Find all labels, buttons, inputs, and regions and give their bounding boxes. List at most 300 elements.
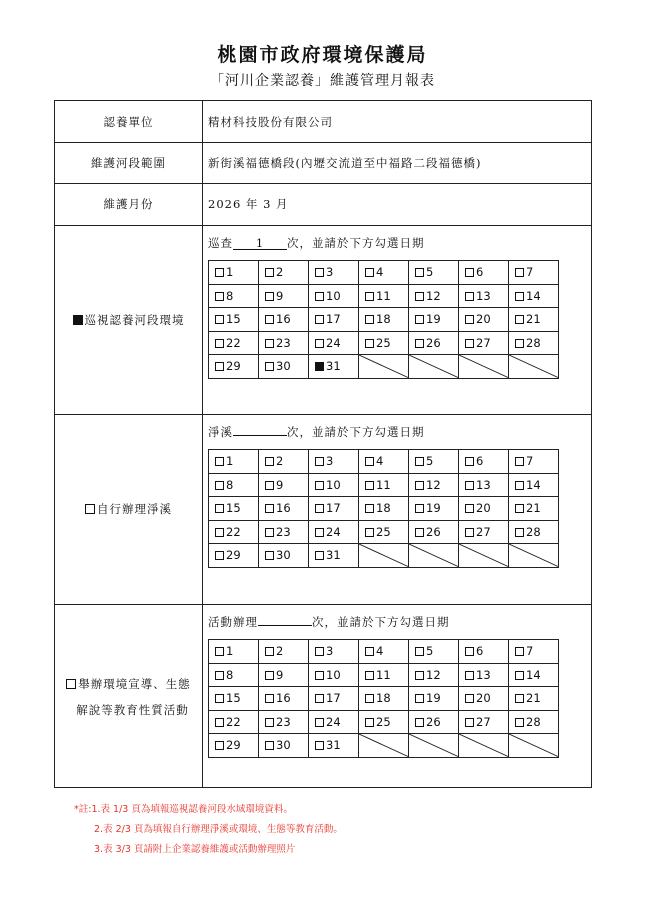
day-cell[interactable] [459, 308, 509, 332]
calendar-row [209, 308, 559, 332]
day-checkbox[interactable] [265, 481, 274, 490]
day-number: 7 [526, 644, 534, 659]
month-value: 2026 年 3 月 [208, 197, 289, 211]
day-checkbox[interactable] [415, 457, 424, 466]
day-checkbox[interactable] [415, 671, 424, 680]
day-cell[interactable] [359, 710, 409, 734]
day-number: 20 [476, 691, 491, 706]
day-checkbox[interactable] [515, 481, 524, 490]
section-instruction [208, 424, 425, 440]
day-cell[interactable] [309, 687, 359, 711]
day-checkbox[interactable] [465, 268, 474, 277]
day-cell[interactable] [359, 450, 409, 474]
day-checkbox[interactable] [365, 504, 374, 513]
day-cell[interactable] [459, 497, 509, 521]
day-number: 16 [276, 501, 291, 516]
day-number: 31 [326, 738, 341, 753]
day-checkbox[interactable] [465, 292, 474, 301]
day-checkbox[interactable] [415, 718, 424, 727]
empty-cell [409, 355, 459, 379]
empty-cell [459, 544, 509, 568]
day-number: 14 [526, 477, 541, 492]
day-cell[interactable] [409, 497, 459, 521]
day-checkbox[interactable] [465, 339, 474, 348]
calendar-row [209, 734, 559, 758]
day-checkbox[interactable] [315, 457, 324, 466]
diagonal-slash [459, 544, 508, 567]
day-cell[interactable] [309, 355, 359, 379]
day-checkbox[interactable] [315, 671, 324, 680]
day-checkbox[interactable] [515, 339, 524, 348]
day-cell[interactable] [309, 473, 359, 497]
day-cell[interactable] [359, 261, 409, 285]
day-checkbox[interactable] [265, 741, 274, 750]
day-calendar [208, 449, 559, 568]
day-number: 26 [426, 714, 441, 729]
empty-cell [509, 734, 559, 758]
diagonal-slash [459, 355, 508, 378]
day-number: 10 [326, 667, 341, 682]
day-checkbox[interactable] [515, 694, 524, 703]
day-number: 8 [226, 288, 234, 303]
day-cell[interactable] [409, 520, 459, 544]
day-checkbox[interactable] [515, 504, 524, 513]
day-checkbox[interactable] [215, 741, 224, 750]
day-number: 29 [226, 548, 241, 563]
day-checkbox[interactable] [415, 339, 424, 348]
instruction-suffix: 次，並請於下方勾選日期 [287, 425, 425, 439]
day-checkbox[interactable] [315, 504, 324, 513]
day-number: 13 [476, 477, 491, 492]
count-field[interactable]: 1 [233, 237, 287, 250]
day-cell[interactable] [259, 331, 309, 355]
day-cell[interactable] [459, 640, 509, 664]
day-checkbox[interactable] [465, 647, 474, 656]
day-checkbox[interactable] [215, 481, 224, 490]
day-checkbox[interactable] [465, 457, 474, 466]
day-checkbox[interactable] [515, 315, 524, 324]
day-number: 10 [326, 477, 341, 492]
day-checkbox[interactable] [215, 528, 224, 537]
diagonal-slash [409, 734, 458, 757]
section-label-line [73, 307, 185, 333]
day-checkbox[interactable] [315, 528, 324, 537]
day-number: 29 [226, 738, 241, 753]
day-checkbox[interactable] [215, 339, 224, 348]
day-number: 22 [226, 714, 241, 729]
day-cell[interactable] [359, 520, 409, 544]
day-cell[interactable] [509, 308, 559, 332]
day-checkbox[interactable] [315, 481, 324, 490]
day-number: 4 [376, 265, 384, 280]
day-cell[interactable] [309, 544, 359, 568]
day-cell[interactable] [259, 663, 309, 687]
day-checkbox[interactable] [215, 671, 224, 680]
day-number: 4 [376, 644, 384, 659]
day-cell[interactable] [459, 284, 509, 308]
day-checkbox[interactable] [315, 362, 324, 371]
day-checkbox[interactable] [265, 718, 274, 727]
day-cell[interactable] [209, 450, 259, 474]
day-cell[interactable] [309, 640, 359, 664]
day-checkbox[interactable] [415, 694, 424, 703]
day-number: 17 [326, 501, 341, 516]
day-cell[interactable] [309, 663, 359, 687]
day-checkbox[interactable] [465, 481, 474, 490]
day-calendar [208, 639, 559, 758]
day-number: 17 [326, 312, 341, 327]
day-cell[interactable] [259, 710, 309, 734]
section-label [55, 414, 202, 604]
day-number: 30 [276, 738, 291, 753]
day-number: 11 [376, 667, 391, 682]
day-number: 21 [526, 312, 541, 327]
day-cell[interactable] [409, 284, 459, 308]
section-label-text: 解說等教育性質活動 [76, 702, 189, 717]
day-cell[interactable] [309, 284, 359, 308]
empty-cell [359, 544, 409, 568]
day-checkbox[interactable] [465, 528, 474, 537]
day-checkbox[interactable] [215, 268, 224, 277]
note-3: 3.表 3/3 頁請附上企業認養維護或活動辦理照片 [94, 844, 296, 855]
day-checkbox[interactable] [215, 647, 224, 656]
day-checkbox[interactable] [215, 504, 224, 513]
day-checkbox[interactable] [265, 292, 274, 301]
day-cell[interactable] [259, 473, 309, 497]
section-label [55, 604, 202, 789]
day-checkbox[interactable] [315, 268, 324, 277]
day-cell[interactable] [459, 473, 509, 497]
river-range-label: 維護河段範圍 [91, 155, 166, 170]
diagonal-slash [409, 544, 458, 567]
day-cell[interactable] [209, 308, 259, 332]
day-cell[interactable] [509, 261, 559, 285]
day-number: 25 [376, 714, 391, 729]
day-cell[interactable] [509, 520, 559, 544]
day-checkbox[interactable] [365, 694, 374, 703]
day-cell[interactable] [409, 687, 459, 711]
day-cell[interactable] [259, 497, 309, 521]
day-cell[interactable] [509, 640, 559, 664]
day-cell[interactable] [409, 331, 459, 355]
calendar-row [209, 687, 559, 711]
diagonal-slash [509, 544, 558, 567]
section-instruction [208, 235, 425, 251]
day-checkbox[interactable] [315, 718, 324, 727]
day-cell[interactable] [209, 640, 259, 664]
calendar-row [209, 450, 559, 474]
day-checkbox[interactable] [415, 315, 424, 324]
empty-cell [509, 355, 559, 379]
day-checkbox[interactable] [265, 339, 274, 348]
day-checkbox[interactable] [265, 694, 274, 703]
empty-cell [509, 544, 559, 568]
day-cell[interactable] [409, 640, 459, 664]
day-cell[interactable] [259, 308, 309, 332]
day-checkbox[interactable] [215, 551, 224, 560]
calendar-row [209, 331, 559, 355]
day-cell[interactable] [359, 284, 409, 308]
day-checkbox[interactable] [365, 339, 374, 348]
day-cell[interactable] [309, 261, 359, 285]
day-number: 2 [276, 454, 284, 469]
day-number: 16 [276, 312, 291, 327]
day-checkbox[interactable] [515, 457, 524, 466]
day-cell[interactable] [209, 497, 259, 521]
day-number: 5 [426, 644, 434, 659]
day-cell[interactable] [359, 687, 409, 711]
day-checkbox[interactable] [215, 457, 224, 466]
day-cell[interactable] [509, 284, 559, 308]
day-number: 30 [276, 359, 291, 374]
day-cell[interactable] [259, 450, 309, 474]
day-cell[interactable] [509, 450, 559, 474]
day-cell[interactable] [409, 663, 459, 687]
instruction-prefix: 活動辦理 [208, 615, 258, 629]
day-number: 18 [376, 312, 391, 327]
day-cell[interactable] [459, 710, 509, 734]
day-cell[interactable] [309, 520, 359, 544]
day-cell[interactable] [459, 663, 509, 687]
day-checkbox[interactable] [215, 694, 224, 703]
day-checkbox[interactable] [365, 292, 374, 301]
day-number: 28 [526, 335, 541, 350]
day-checkbox[interactable] [365, 268, 374, 277]
day-cell[interactable] [509, 473, 559, 497]
day-cell[interactable] [459, 687, 509, 711]
page-subtitle: 「河川企業認養」維護管理月報表 [210, 73, 435, 89]
day-cell[interactable] [459, 331, 509, 355]
day-number: 10 [326, 288, 341, 303]
day-checkbox[interactable] [365, 671, 374, 680]
empty-cell [409, 734, 459, 758]
day-number: 18 [376, 691, 391, 706]
day-checkbox[interactable] [365, 481, 374, 490]
day-checkbox[interactable] [465, 694, 474, 703]
day-number: 14 [526, 667, 541, 682]
day-number: 12 [426, 667, 441, 682]
diagonal-slash [359, 544, 408, 567]
instruction-prefix: 淨溪 [208, 425, 233, 439]
day-number: 18 [376, 501, 391, 516]
day-cell[interactable] [459, 261, 509, 285]
day-number: 15 [226, 501, 241, 516]
day-cell[interactable] [409, 450, 459, 474]
day-cell[interactable] [309, 331, 359, 355]
day-checkbox[interactable] [215, 292, 224, 301]
day-number: 26 [426, 524, 441, 539]
day-checkbox[interactable] [315, 741, 324, 750]
day-number: 21 [526, 691, 541, 706]
day-cell[interactable] [259, 544, 309, 568]
page-title: 桃園市政府環境保護局 [217, 44, 428, 66]
day-checkbox[interactable] [365, 528, 374, 537]
day-cell[interactable] [509, 331, 559, 355]
day-cell[interactable] [209, 520, 259, 544]
day-checkbox[interactable] [415, 504, 424, 513]
day-checkbox[interactable] [265, 504, 274, 513]
day-checkbox[interactable] [365, 315, 374, 324]
calendar-row [209, 710, 559, 734]
day-checkbox[interactable] [515, 718, 524, 727]
day-number: 12 [426, 288, 441, 303]
day-checkbox[interactable] [315, 315, 324, 324]
day-cell[interactable] [209, 687, 259, 711]
day-cell[interactable] [309, 497, 359, 521]
count-field[interactable] [233, 435, 287, 436]
day-cell[interactable] [459, 450, 509, 474]
day-checkbox[interactable] [315, 551, 324, 560]
section-checkbox[interactable] [73, 315, 83, 325]
section-instruction [208, 614, 450, 630]
day-number: 8 [226, 667, 234, 682]
day-cell[interactable] [359, 331, 409, 355]
day-number: 7 [526, 454, 534, 469]
calendar-row [209, 663, 559, 687]
day-number: 12 [426, 477, 441, 492]
day-checkbox[interactable] [415, 268, 424, 277]
day-number: 1 [226, 454, 234, 469]
day-number: 9 [276, 288, 284, 303]
day-checkbox[interactable] [315, 647, 324, 656]
day-number: 13 [476, 667, 491, 682]
day-number: 2 [276, 265, 284, 280]
day-cell[interactable] [209, 663, 259, 687]
day-cell[interactable] [509, 687, 559, 711]
empty-cell [359, 355, 409, 379]
day-number: 13 [476, 288, 491, 303]
day-cell[interactable] [309, 710, 359, 734]
day-checkbox[interactable] [465, 718, 474, 727]
day-checkbox[interactable] [215, 315, 224, 324]
day-checkbox[interactable] [365, 647, 374, 656]
day-number: 22 [226, 335, 241, 350]
instruction-suffix: 次，並請於下方勾選日期 [287, 236, 425, 250]
day-checkbox[interactable] [365, 457, 374, 466]
day-cell[interactable] [259, 640, 309, 664]
day-checkbox[interactable] [415, 528, 424, 537]
day-number: 27 [476, 714, 491, 729]
day-cell[interactable] [359, 497, 409, 521]
day-cell[interactable] [459, 520, 509, 544]
section-checkbox[interactable] [85, 504, 95, 514]
day-cell[interactable] [209, 331, 259, 355]
calendar-row [209, 544, 559, 568]
day-number: 6 [476, 265, 484, 280]
note-2: 2.表 2/3 頁為填報自行辦理淨溪或環境、生態等教育活動。 [94, 824, 343, 835]
day-number: 22 [226, 524, 241, 539]
day-cell[interactable] [209, 284, 259, 308]
day-checkbox[interactable] [215, 718, 224, 727]
day-cell[interactable] [259, 687, 309, 711]
day-cell[interactable] [509, 710, 559, 734]
day-checkbox[interactable] [315, 339, 324, 348]
day-cell[interactable] [509, 663, 559, 687]
day-cell[interactable] [259, 261, 309, 285]
day-cell[interactable] [509, 497, 559, 521]
day-cell[interactable] [209, 544, 259, 568]
day-cell[interactable] [259, 734, 309, 758]
section-label-text: 舉辦環境宣導、生態 [78, 676, 191, 691]
count-field[interactable] [258, 625, 312, 626]
day-cell[interactable] [359, 640, 409, 664]
diagonal-slash [509, 355, 558, 378]
day-cell[interactable] [259, 355, 309, 379]
day-number: 3 [326, 454, 334, 469]
day-number: 25 [376, 524, 391, 539]
day-checkbox[interactable] [265, 315, 274, 324]
day-cell[interactable] [359, 308, 409, 332]
day-cell[interactable] [209, 734, 259, 758]
day-cell[interactable] [259, 520, 309, 544]
day-number: 21 [526, 501, 541, 516]
day-number: 28 [526, 524, 541, 539]
day-cell[interactable] [259, 284, 309, 308]
section-label-line [66, 671, 191, 697]
day-cell[interactable] [209, 473, 259, 497]
day-cell[interactable] [409, 308, 459, 332]
day-cell[interactable] [209, 355, 259, 379]
day-cell[interactable] [359, 473, 409, 497]
day-number: 3 [326, 265, 334, 280]
day-checkbox[interactable] [415, 647, 424, 656]
day-checkbox[interactable] [415, 481, 424, 490]
day-number: 31 [326, 359, 341, 374]
day-checkbox[interactable] [265, 647, 274, 656]
day-cell[interactable] [209, 261, 259, 285]
section-label [55, 225, 202, 414]
day-checkbox[interactable] [365, 718, 374, 727]
day-checkbox[interactable] [515, 647, 524, 656]
day-checkbox[interactable] [515, 292, 524, 301]
day-cell[interactable] [309, 308, 359, 332]
empty-cell [359, 734, 409, 758]
day-number: 23 [276, 335, 291, 350]
day-cell[interactable] [309, 450, 359, 474]
day-number: 15 [226, 691, 241, 706]
day-checkbox[interactable] [515, 268, 524, 277]
instruction-suffix: 次，並請於下方勾選日期 [312, 615, 450, 629]
day-checkbox[interactable] [315, 292, 324, 301]
day-checkbox[interactable] [265, 528, 274, 537]
day-checkbox[interactable] [215, 362, 224, 371]
day-checkbox[interactable] [265, 551, 274, 560]
day-number: 6 [476, 644, 484, 659]
day-cell[interactable] [209, 710, 259, 734]
day-cell[interactable] [309, 734, 359, 758]
day-checkbox[interactable] [465, 315, 474, 324]
day-cell[interactable] [409, 473, 459, 497]
day-checkbox[interactable] [265, 268, 274, 277]
day-cell[interactable] [359, 663, 409, 687]
day-cell[interactable] [409, 710, 459, 734]
day-number: 24 [326, 524, 341, 539]
day-checkbox[interactable] [315, 694, 324, 703]
day-number: 30 [276, 548, 291, 563]
day-number: 9 [276, 667, 284, 682]
day-cell[interactable] [409, 261, 459, 285]
day-checkbox[interactable] [415, 292, 424, 301]
day-checkbox[interactable] [465, 504, 474, 513]
day-checkbox[interactable] [515, 671, 524, 680]
day-checkbox[interactable] [515, 528, 524, 537]
day-number: 20 [476, 501, 491, 516]
day-checkbox[interactable] [265, 457, 274, 466]
day-checkbox[interactable] [265, 362, 274, 371]
day-checkbox[interactable] [265, 671, 274, 680]
day-checkbox[interactable] [465, 671, 474, 680]
section-checkbox[interactable] [66, 679, 76, 689]
